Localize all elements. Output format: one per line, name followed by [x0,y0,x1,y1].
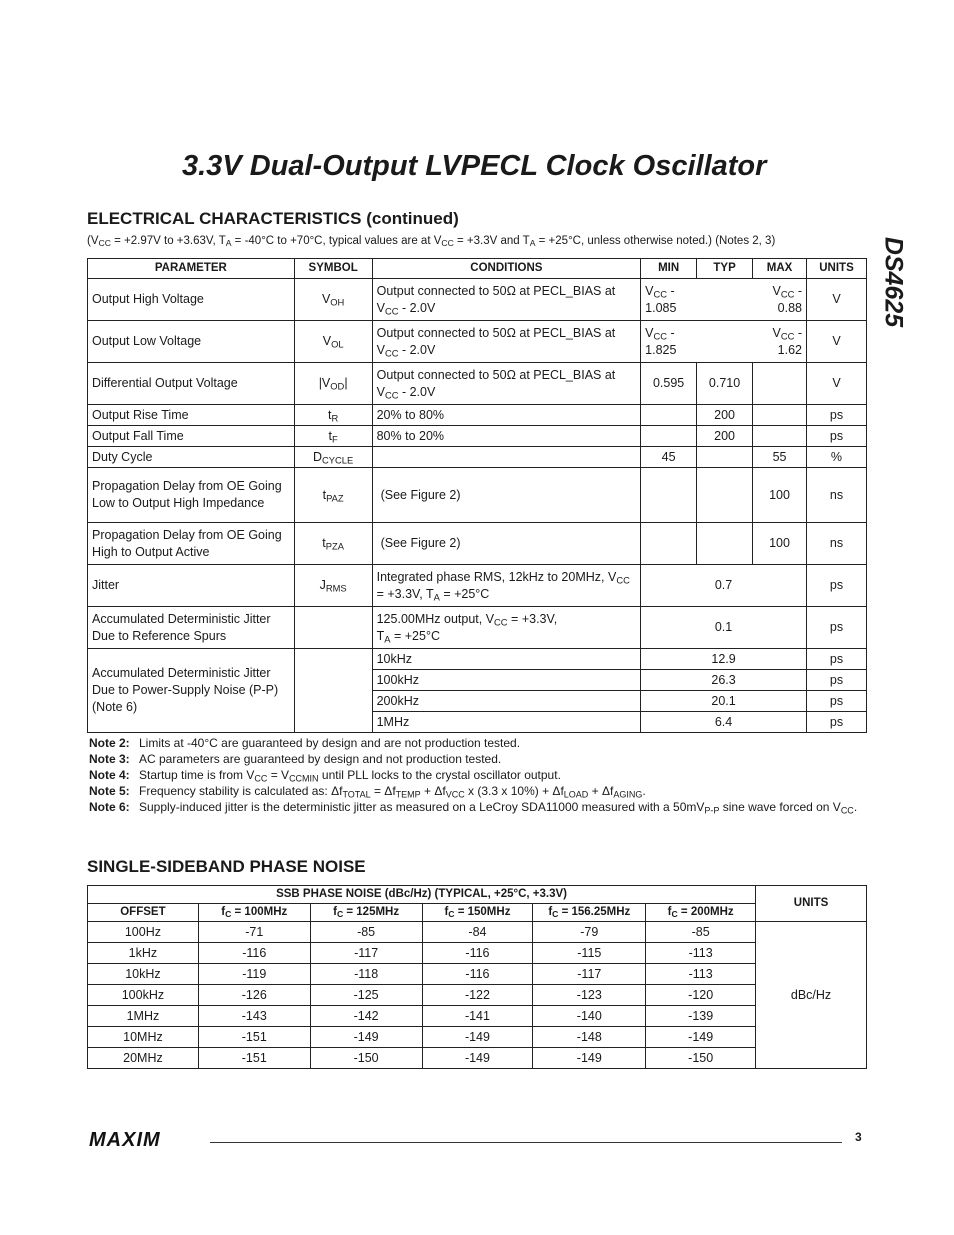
symbol-cell: $V_{OH}$ [294,279,372,321]
typ-cell: 6.4 [641,712,807,733]
value-cell: -149 [533,1048,646,1069]
table-header-row [88,259,867,279]
min-max-cell: $V_{CC}$ - 1.825 $V_{CC}$ - 1.62 [641,321,807,363]
conditions-cell: 200kHz [372,691,641,712]
min-cell: 0.595 [641,363,697,405]
ssb-freq-header: $f_C = 125MHz$ [310,904,422,922]
typ-cell [697,468,753,523]
note-text: Supply-induced jitter is the deterministic jitter as measured on a LeCroy SDA11000 measured with a $50mV_{P-P}$ sine wave forced on $V_{CC}$. [139,800,858,816]
parameter-cell: Accumulated Deterministic Jitter Due to Reference Spurs [88,607,295,649]
maxim-logo [89,1128,201,1150]
table-row [88,1006,867,1027]
note-item [89,783,859,799]
note-label: Note 5: [89,784,130,798]
table-row [88,363,867,405]
ssb-freq-header: $f_C = 156.25MHz$ [533,904,646,922]
value-cell: -113 [646,964,756,985]
note-label: Note 4: [89,768,130,782]
parameter-cell: Accumulated Deterministic Jitter Due to Power-Supply Noise (P-P) (Note 6) [88,649,295,733]
units-cell: ps [806,691,866,712]
value-cell: -71 [198,922,310,943]
value-cell: -148 [533,1027,646,1048]
value-cell: -140 [533,1006,646,1027]
conditions-cell: 80% to 20% [372,426,641,447]
table-row [88,468,867,523]
parameter-cell: Propagation Delay from OE Going High to Output Active [88,523,295,565]
units-cell: ns [806,468,866,523]
parameter-cell: Output Rise Time [88,405,295,426]
electrical-characteristics-table [87,258,867,733]
min-cell: 45 [641,447,697,468]
note-item [89,751,859,767]
value-cell: -149 [310,1027,422,1048]
conditions-cell: (See Figure 2) [372,468,641,523]
table-row [88,321,867,363]
max-cell: 100 [753,523,807,565]
table-row [88,964,867,985]
table-row [88,565,867,607]
value-cell: -119 [198,964,310,985]
conditions-cell: Output connected to 50Ω at PECL_BIAS at $V_{CC} - 2.0V$ [372,321,641,363]
note-label: Note 2: [89,736,130,750]
max-cell: 55 [753,447,807,468]
symbol-cell [294,607,372,649]
value-cell: -142 [310,1006,422,1027]
table-row [88,943,867,964]
units-cell: ps [806,670,866,691]
parameter-cell: Jitter [88,565,295,607]
offset-cell: 10kHz [88,964,199,985]
parameter-cell: Output Fall Time [88,426,295,447]
note-item [89,735,859,751]
typ-cell: 200 [697,426,753,447]
document-title: 3.3V Dual-Output LVPECL Clock Oscillator [182,150,767,182]
units-cell: dBc/Hz [756,922,867,1069]
offset-cell: 20MHz [88,1048,199,1069]
note-item [89,799,859,815]
value-cell: -141 [422,1006,533,1027]
typ-cell [697,523,753,565]
units-cell: V [806,321,866,363]
value-cell: -149 [422,1048,533,1069]
value-cell: -151 [198,1027,310,1048]
table-row [88,447,867,468]
part-number-text: DS4625 [879,236,908,328]
ssb-group-header: SSB PHASE NOISE (dBc/Hz) (TYPICAL, +25°C, +3.3V) [88,886,756,904]
ssb-units-header: UNITS [756,886,867,922]
note-label: Note 6: [89,800,130,814]
table-row [88,405,867,426]
offset-cell: 100Hz [88,922,199,943]
part-number-side-label [873,212,913,352]
value-cell: -125 [310,985,422,1006]
symbol-cell: $t_R$ [294,405,372,426]
units-cell: % [806,447,866,468]
units-cell: ps [806,426,866,447]
parameter-cell: Output Low Voltage [88,321,295,363]
conditions-cell: (See Figure 2) [372,523,641,565]
value-cell: -123 [533,985,646,1006]
note-item [89,767,859,783]
typ-cell: 200 [697,405,753,426]
header-parameter: PARAMETER [88,259,295,279]
min-cell [641,405,697,426]
conditions-cell: 125.00MHz output, $V_{CC} = +3.3V$, $T_A = +25^\circ C$ [372,607,641,649]
table-row [88,649,867,670]
header-symbol: SYMBOL [294,259,372,279]
value-cell: -116 [422,964,533,985]
units-cell: ns [806,523,866,565]
value-cell: -120 [646,985,756,1006]
offset-cell: 1MHz [88,1006,199,1027]
maxim-logo-text: MAXIM [89,1129,161,1150]
value-cell: -126 [198,985,310,1006]
test-conditions-note: ($V_{CC} = +2.97V$ to +3.63V, $T_A = -40^\circ C$ to +70°C, typical values are at $V_{CC} = +3.3V$ and $T_A = +25^\circ C$, unless otherwise noted.) (Notes 2, 3) [87,235,776,249]
units-cell: ps [806,712,866,733]
table-row [88,607,867,649]
notes-section [89,735,859,815]
symbol-cell [294,649,372,733]
max-cell [753,363,807,405]
value-cell: -84 [422,922,533,943]
table-row [88,1048,867,1069]
note-text: Limits at -40°C are guaranteed by design and are not production tested. [139,736,521,750]
offset-cell: 100kHz [88,985,199,1006]
ssb-freq-header: $f_C = 200MHz$ [646,904,756,922]
page-number: 3 [855,1130,862,1144]
parameter-cell: Propagation Delay from OE Going Low to Output High Impedance [88,468,295,523]
conditions-cell: 1MHz [372,712,641,733]
offset-cell: 10MHz [88,1027,199,1048]
value-cell: -118 [310,964,422,985]
min-max-cell: $V_{CC}$ - 1.085 $V_{CC}$ - 0.88 [641,279,807,321]
ssb-freq-header: $f_C = 150MHz$ [422,904,533,922]
header-min: MIN [641,259,697,279]
header-conditions: CONDITIONS [372,259,641,279]
max-cell [753,405,807,426]
units-cell: ps [806,405,866,426]
note-text: AC parameters are guaranteed by design and not production tested. [139,752,502,766]
ssb-freq-header: $f_C = 100MHz$ [198,904,310,922]
units-cell: V [806,279,866,321]
max-cell: 100 [753,468,807,523]
footer-divider [210,1142,842,1143]
units-cell: ps [806,607,866,649]
parameter-cell: Differential Output Voltage [88,363,295,405]
units-cell: ps [806,565,866,607]
offset-cell: 1kHz [88,943,199,964]
value-cell: -115 [533,943,646,964]
value-cell: -117 [533,964,646,985]
min-cell [641,523,697,565]
typ-cell: 0.1 [641,607,807,649]
value-cell: -117 [310,943,422,964]
value-cell: -149 [422,1027,533,1048]
ssb-offset-header: OFFSET [88,904,199,922]
typ-cell [697,447,753,468]
value-cell: -151 [198,1048,310,1069]
conditions-cell: 100kHz [372,670,641,691]
max-cell [753,426,807,447]
note-text: Frequency stability is calculated as: $\Delta f_{TOTAL} = \Delta f_{TEMP} + \Delta f_{VCC}$ x (3.3 x $10\%) + \Delta f_{LOAD} + \Delta f_{AGING}$. [139,784,646,800]
value-cell: -150 [646,1048,756,1069]
conditions-cell [372,447,641,468]
typ-cell: 26.3 [641,670,807,691]
note-label: Note 3: [89,752,130,766]
value-cell: -149 [646,1027,756,1048]
value-cell: -122 [422,985,533,1006]
symbol-cell: $|V_{OD}|$ [294,363,372,405]
min-cell [641,468,697,523]
conditions-cell: Integrated phase RMS, 12kHz to 20MHz, $V_{CC} = +3.3V$, $T_A = +25^\circ C$ [372,565,641,607]
value-cell: -113 [646,943,756,964]
table-row [88,985,867,1006]
conditions-cell: Output connected to 50Ω at PECL_BIAS at $V_{CC} - 2.0V$ [372,363,641,405]
value-cell: -85 [310,922,422,943]
symbol-cell: $J_{RMS}$ [294,565,372,607]
ssb-phase-noise-table [87,885,867,1069]
conditions-cell: 20% to 80% [372,405,641,426]
header-typ: TYP [697,259,753,279]
ssb-group-header-row [88,886,867,904]
typ-cell: 0.710 [697,363,753,405]
value-cell: -139 [646,1006,756,1027]
header-units: UNITS [806,259,866,279]
conditions-cell: 10kHz [372,649,641,670]
symbol-cell: $t_F$ [294,426,372,447]
conditions-cell: Output connected to 50Ω at PECL_BIAS at $V_{CC} - 2.0V$ [372,279,641,321]
electrical-characteristics-title: ELECTRICAL CHARACTERISTICS (continued) [87,209,459,228]
parameter-cell: Duty Cycle [88,447,295,468]
symbol-cell: $t_{PAZ}$ [294,468,372,523]
value-cell: -143 [198,1006,310,1027]
typ-cell: 20.1 [641,691,807,712]
typ-cell: 0.7 [641,565,807,607]
typ-cell: 12.9 [641,649,807,670]
units-cell: V [806,363,866,405]
value-cell: -116 [198,943,310,964]
parameter-cell: Output High Voltage [88,279,295,321]
min-cell [641,426,697,447]
table-row [88,922,867,943]
value-cell: -85 [646,922,756,943]
ssb-phase-noise-title: SINGLE-SIDEBAND PHASE NOISE [87,857,366,876]
table-row [88,1027,867,1048]
value-cell: -116 [422,943,533,964]
value-cell: -150 [310,1048,422,1069]
symbol-cell: $t_{PZA}$ [294,523,372,565]
ssb-column-header-row [88,904,867,922]
units-cell: ps [806,649,866,670]
table-row [88,523,867,565]
header-max: MAX [753,259,807,279]
value-cell: -79 [533,922,646,943]
note-text: Startup time is from $V_{CC} = V_{CCMIN}$ until PLL locks to the crystal oscillator output. [139,768,561,784]
table-row [88,279,867,321]
symbol-cell: $D_{CYCLE}$ [294,447,372,468]
table-row [88,426,867,447]
symbol-cell: $V_{OL}$ [294,321,372,363]
